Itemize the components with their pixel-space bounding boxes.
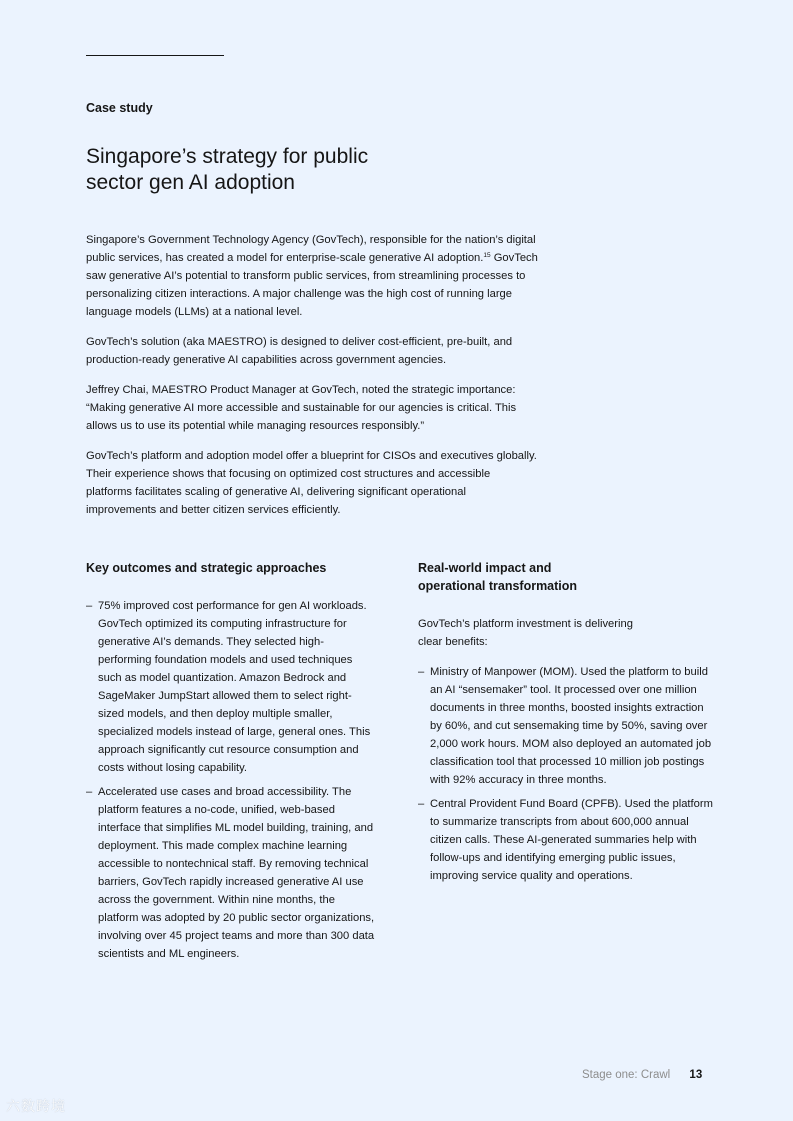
footnote-ref: 15: [483, 252, 491, 259]
page-number: 13: [689, 1069, 703, 1081]
page-title: [86, 144, 446, 196]
heading-line-2: operational transformation: [418, 579, 578, 593]
lead-line-1: GovTech’s platform investment is delivering: [418, 618, 633, 630]
list-item-text: 75% improved cost performance for gen AI workloads. GovTech optimized its computing infrastructure for generative AI’s demands. They selected high-performing foundation models and used techniques such as model quantization. Amazon Bedrock and SageMaker JumpStart allowed them to select right-sized models, and then deploy multiple smaller, specialized models instead of large, general ones. This approach significantly cut resource consumption and costs without losing capability.: [98, 600, 371, 774]
intro-paragraph-1: [86, 231, 538, 321]
list-item-text: Ministry of Manpower (MOM). Used the platform to build an AI “sensemaker” tool. It processed over one million documents in three months, boosted insights extraction by 60%, and cut sensemaking time by 50%, saving over 2,000 work hours. MOM also deployed an automated job classification tool that processed 10 million job postings with 92% accuracy in three months.: [430, 666, 712, 786]
list-item: [418, 663, 714, 789]
intro-paragraph-4: GovTech’s platform and adoption model offer a blueprint for CISOs and executives globally. Their experience shows that focusing on optimized cost structures and accessible platforms facilitates scaling of generative AI, delivering significant operational improvements and better citizen services efficiently.: [86, 450, 537, 516]
intro-section: [86, 231, 538, 531]
dash-bullet: –: [86, 600, 93, 612]
impact-lead: [418, 615, 714, 651]
eyebrow-label: Case study: [86, 101, 153, 115]
dash-bullet: –: [86, 786, 93, 798]
real-world-impact-heading: [418, 559, 714, 595]
dash-bullet: –: [418, 666, 425, 678]
key-outcomes-list: [86, 597, 376, 963]
real-world-impact-column: [418, 559, 714, 891]
impact-list: [418, 663, 714, 885]
watermark-logo: 六数跨境: [6, 1098, 66, 1114]
list-item: [418, 795, 714, 885]
top-rule: [86, 55, 224, 56]
title-line-1: Singapore’s strategy for public: [86, 145, 369, 168]
list-item-text: Central Provident Fund Board (CPFB). Used the platform to summarize transcripts from about 600,000 annual citizen calls. These AI-generated summaries help with follow-ups and identifying emerging public issues, improving service quality and operations.: [430, 798, 713, 882]
key-outcomes-column: [86, 559, 376, 969]
page-footer: [582, 1069, 702, 1081]
lead-line-2: clear benefits:: [418, 636, 488, 648]
intro-p1-text: Singapore’s Government Technology Agency (GovTech), responsible for the nation’s digital public services, has created a model for enterprise-scale generative AI adoption.: [86, 234, 536, 264]
key-outcomes-heading: Key outcomes and strategic approaches: [86, 561, 327, 575]
intro-p1-text-cont: GovTech saw generative AI’s potential to transform public services, from streamlining processes to personalizing citizen interactions. A major challenge was the high cost of running large language models (LLMs) at a national level.: [86, 252, 538, 318]
list-item: [86, 597, 376, 777]
title-line-2: sector gen AI adoption: [86, 171, 295, 194]
intro-paragraph-3: Jeffrey Chai, MAESTRO Product Manager at GovTech, noted the strategic importance: “Making generative AI more accessible and sustainable for our agencies is critical. This allows us to use its potential while managing resources responsibly.”: [86, 384, 517, 432]
list-item: [86, 783, 376, 963]
dash-bullet: –: [418, 798, 425, 810]
intro-paragraph-2: GovTech’s solution (aka MAESTRO) is designed to deliver cost-efficient, pre-built, and production-ready generative AI capabilities across government agencies.: [86, 336, 513, 366]
heading-line-1: Real-world impact and: [418, 561, 552, 575]
list-item-text: Accelerated use cases and broad accessibility. The platform features a no-code, unified, web-based interface that simplifies ML model building, training, and deployment. This made complex machine learning accessible to nontechnical staff. By removing technical barriers, GovTech rapidly increased generative AI use across the government. Within nine months, the platform was adopted by 20 public sector organizations, involving over 45 project teams and more than 300 data scientists and ML engineers.: [98, 786, 375, 960]
section-label: Stage one: Crawl: [582, 1069, 671, 1081]
